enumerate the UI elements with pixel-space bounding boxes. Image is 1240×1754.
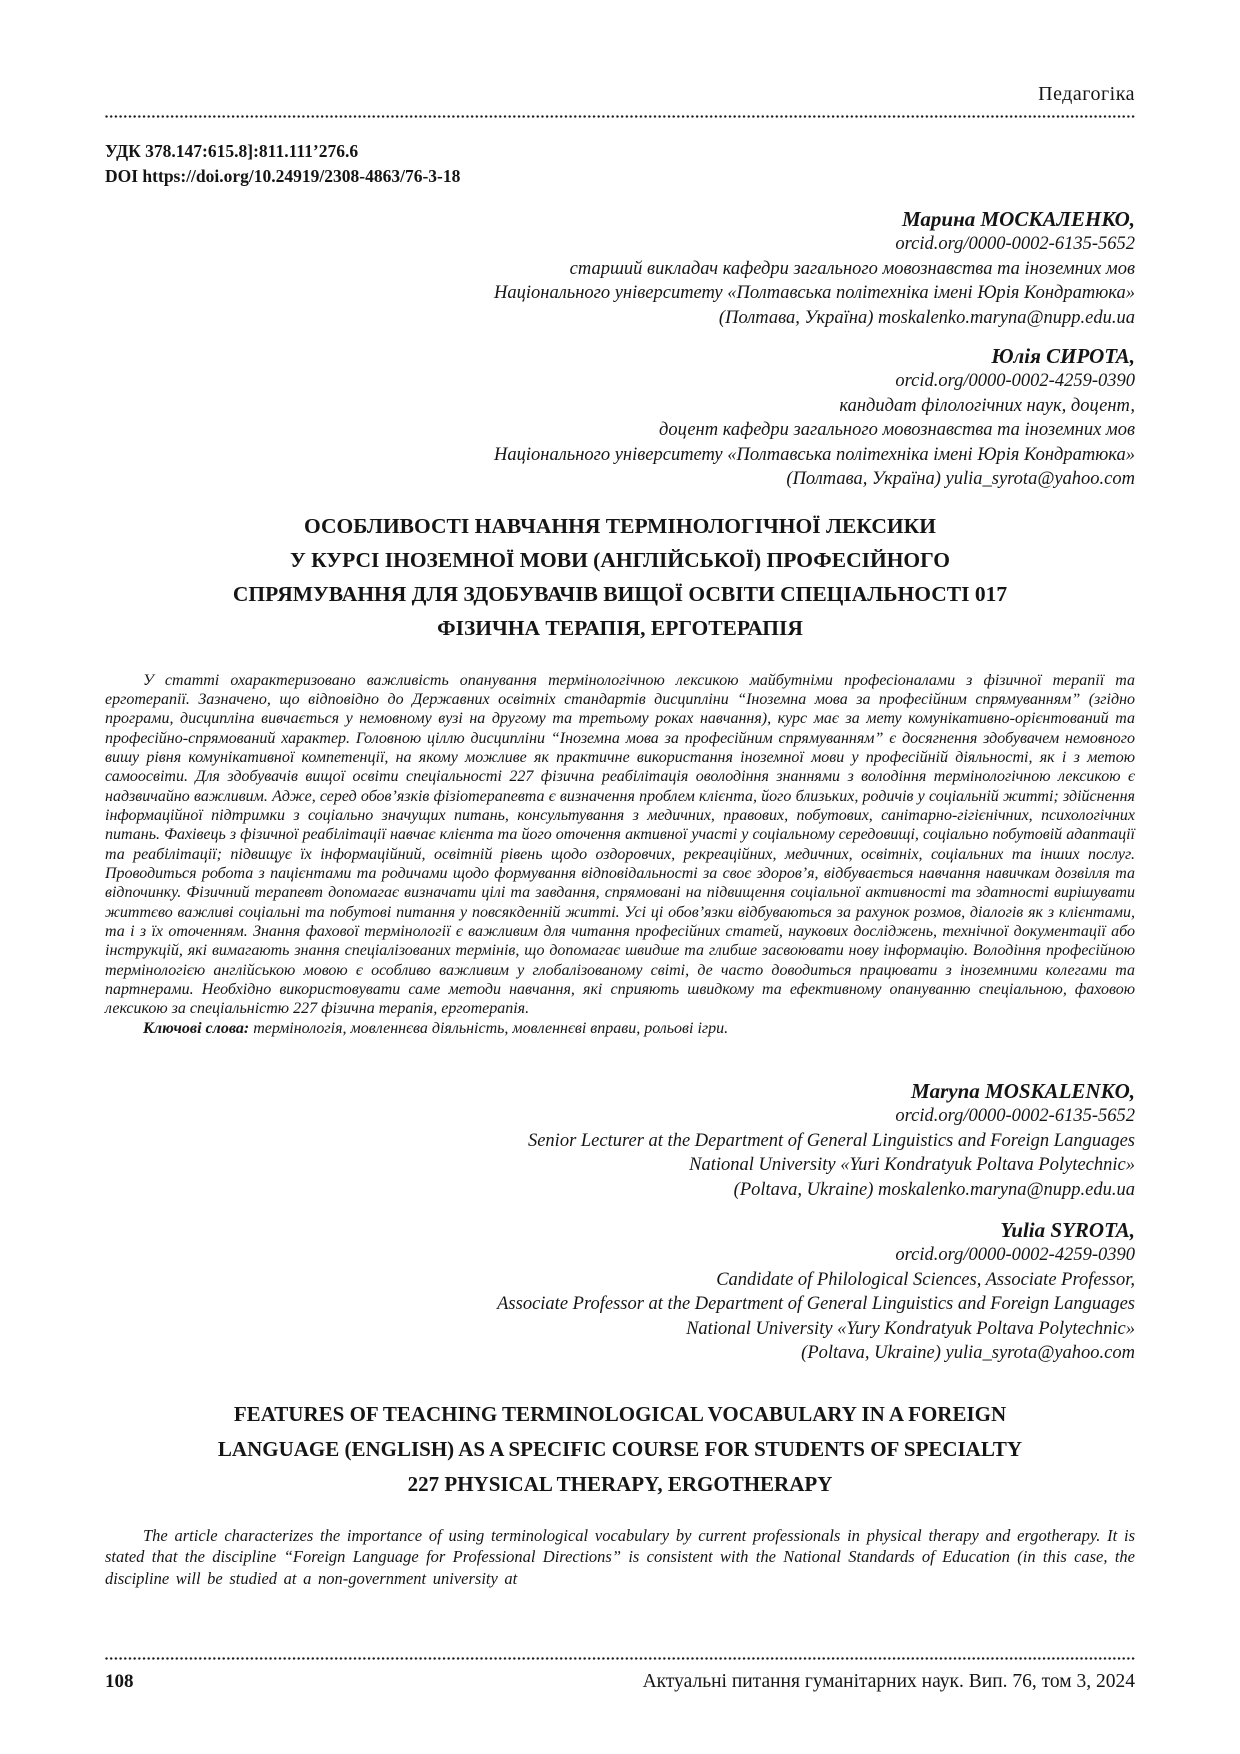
title-en-line-1: FEATURES OF TEACHING TERMINOLOGICAL VOCABULARY IN A FOREIGN [233, 1401, 1007, 1426]
author-position: Senior Lecturer at the Department of General Linguistics and Foreign Languages [527, 1130, 1135, 1151]
author-block-uk-syrota [105, 343, 1135, 492]
author-name: Юлія СИРОТА, [991, 344, 1135, 368]
author-affiliation: National University «Yury Kondratyuk Poltava Polytechnic» [686, 1318, 1135, 1339]
doi-line: DOI https://doi.org/10.24919/2308-4863/76-3-18 [105, 166, 461, 186]
author-position: старший викладач кафедри загального мовознавства та іноземних мов [569, 258, 1135, 279]
title-en-line-2: LANGUAGE (ENGLISH) AS A SPECIFIC COURSE FOR STUDENTS OF SPECIALTY [217, 1436, 1023, 1461]
keywords-uk-text: термінологія, мовленнєва діяльність, мовленнєві вправи, рольові ігри. [249, 1019, 729, 1037]
author-location-email: (Полтава, Україна) moskalenko.maryna@nupp.edu.ua [718, 307, 1135, 328]
author-orcid: orcid.org/0000-0002-4259-0390 [895, 1245, 1135, 1266]
page-footer [105, 1648, 1135, 1693]
author-block-uk-moskalenko [105, 206, 1135, 330]
abstract-en: The article characterizes the importance of using terminological vocabulary by current professionals in physical therapy and ergotherapy. It is stated that the discipline “Foreign Language for Professional Directions” is consistent with the National Standards of Education (in this case, the discipline will be studied at a non-government university at [105, 1525, 1135, 1588]
author-affiliation: National University «Yuri Kondratyuk Poltava Polytechnic» [689, 1155, 1135, 1176]
author-degree: кандидат філологічних наук, доцент, [839, 395, 1135, 416]
abstract-uk: У статті охарактеризовано важливість опанування термінологічною лексикою майбутніми професіоналами з фізичної терапії та ерготерапії. Зазначено, що відповідно до Державних освітніх стандартів дисципліни “Іноземна мова за професійним спрямуванням” (згідно програми, дисципліна вивчається у немовному вузі на другому та третьому роках навчання), курс має за мету комунікативно-орієнтований та професійно-спрямований характер. Головною ціллю дисципліни “Іноземна мова за професійним спрямуванням” є досягнення здобувачем немовного вишу рівня комунікативної компетенції, на якому можливе як практичне використання іноземної мови у професійній діяльності, як і з метою самоосвіти. Для здобувачів вищої освіти спеціальності 227 фізична реабілітація оволодіння знаннями з володіння термінологічною лексикою є надзвичайно важливим. Адже, серед обов’язків фізіотерапевта є визначення проблем клієнта, його близьких, родичів у соціальній житті; здійснення інформаційної підтримки з соціально значущих питань, консультування з медичних, правових, побутових, санітарно-гігієнічних, психологічних питань. Фахівець з фізичної реабілітації навчає клієнта та його оточення активної участі у соціальному середовищі, соціально побутовій адаптації та реабілітації; підвищує їх інформаційний, освітній рівень щодо оздоровчих, рекреаційних, медичних, освітніх, соціальних та інших послуг. Проводиться робота з пацієнтами та родичами щодо формування відповідальності за своє здоров’я, відбувається навчання навичкам дозвілля та відпочинку. Фізичний терапевт допомагає визначати цілі та завдання, спрямовані на підвищення соціальної активності та здатності вирішувати життєво важливі соціальні та побутові питання у повсякденній житті. Усі ці обов’язки відбуваються за рахунок розмов, діалогів як з клієнтами, та і з їх оточенням. Знання фахової термінології є важливим для читання професійних статей, наукових досліджень, технічної документації або інструкцій, які вимагають знання спеціалізованих термінів, що допомагає швидше та глибше засвоювати нову інформацію. Володіння професійною термінологією англійською мовою є особливо важливим у глобалізованому світі, де часто доводиться працювати з іноземними колегами та партнерами. Необхідно використовувати саме методи навчання, які сприяють швидкому та ефективному опануванню спеціальною, фаховою лексикою за спеціальністю 227 фізична терапія, ерготерапія. [105, 671, 1135, 1018]
article-title-uk [105, 509, 1135, 645]
dotted-rule-top [105, 115, 1135, 118]
author-position: Associate Professor at the Department of General Linguistics and Foreign Languages [497, 1294, 1135, 1315]
author-degree: Candidate of Philological Sciences, Associate Professor, [716, 1269, 1135, 1290]
page-number: 108 [105, 1671, 134, 1692]
author-affiliation: Національного університету «Полтавська політехніка імені Юрія Кондратюка» [494, 283, 1135, 303]
footer-row [105, 1671, 1135, 1693]
title-en-line-3: 227 PHYSICAL THERAPY, ERGOTHERAPY [407, 1471, 833, 1496]
article-title-en [105, 1397, 1135, 1502]
author-block-en-moskalenko [105, 1078, 1135, 1202]
dotted-rule-bottom [105, 1657, 1135, 1660]
author-name: Марина МОСКАЛЕНКО, [902, 207, 1135, 231]
author-orcid: orcid.org/0000-0002-4259-0390 [895, 371, 1135, 391]
keywords-uk [105, 1019, 1135, 1038]
journal-reference: Актуальні питання гуманітарних наук. Вип. 76, том 3, 2024 [642, 1671, 1135, 1692]
author-orcid: orcid.org/0000-0002-6135-5652 [895, 1106, 1135, 1127]
author-position: доцент кафедри загального мовознавства та іноземних мов [659, 420, 1135, 440]
author-name: Yulia SYROTA, [1000, 1218, 1135, 1243]
author-orcid: orcid.org/0000-0002-6135-5652 [895, 234, 1135, 254]
author-location-email: (Полтава, Україна) yulia_syrota@yahoo.com [786, 469, 1135, 489]
running-head [105, 82, 1135, 118]
author-affiliation: Національного університету «Полтавська політехніка імені Юрія Кондратюка» [494, 444, 1135, 465]
title-uk-line-4: ФІЗИЧНА ТЕРАПІЯ, ЕРГОТЕРАПІЯ [437, 615, 803, 640]
title-uk-line-2: У КУРСІ ІНОЗЕМНОЇ МОВИ (АНГЛІЙСЬКОЇ) ПРОФЕСІЙНОГО [289, 547, 951, 572]
udc-line: УДК 378.147:615.8]:811.111’276.6 [105, 141, 359, 161]
author-location-email: (Poltava, Ukraine) moskalenko.maryna@nupp.edu.ua [733, 1179, 1135, 1200]
title-uk-line-3: СПРЯМУВАННЯ ДЛЯ ЗДОБУВАЧІВ ВИЩОЇ ОСВІТИ СПЕЦІАЛЬНОСТІ 017 [232, 581, 1008, 606]
author-name: Maryna MOSKALENKO, [910, 1079, 1135, 1104]
article-meta [105, 139, 1135, 189]
section-label: Педагогіка [1038, 83, 1135, 105]
title-uk-line-1: ОСОБЛИВОСТІ НАВЧАННЯ ТЕРМІНОЛОГІЧНОЇ ЛЕКСИКИ [304, 513, 936, 538]
author-location-email: (Poltava, Ukraine) yulia_syrota@yahoo.com [801, 1343, 1135, 1364]
keywords-uk-label: Ключові слова: [143, 1019, 250, 1037]
author-block-en-syrota [105, 1217, 1135, 1366]
